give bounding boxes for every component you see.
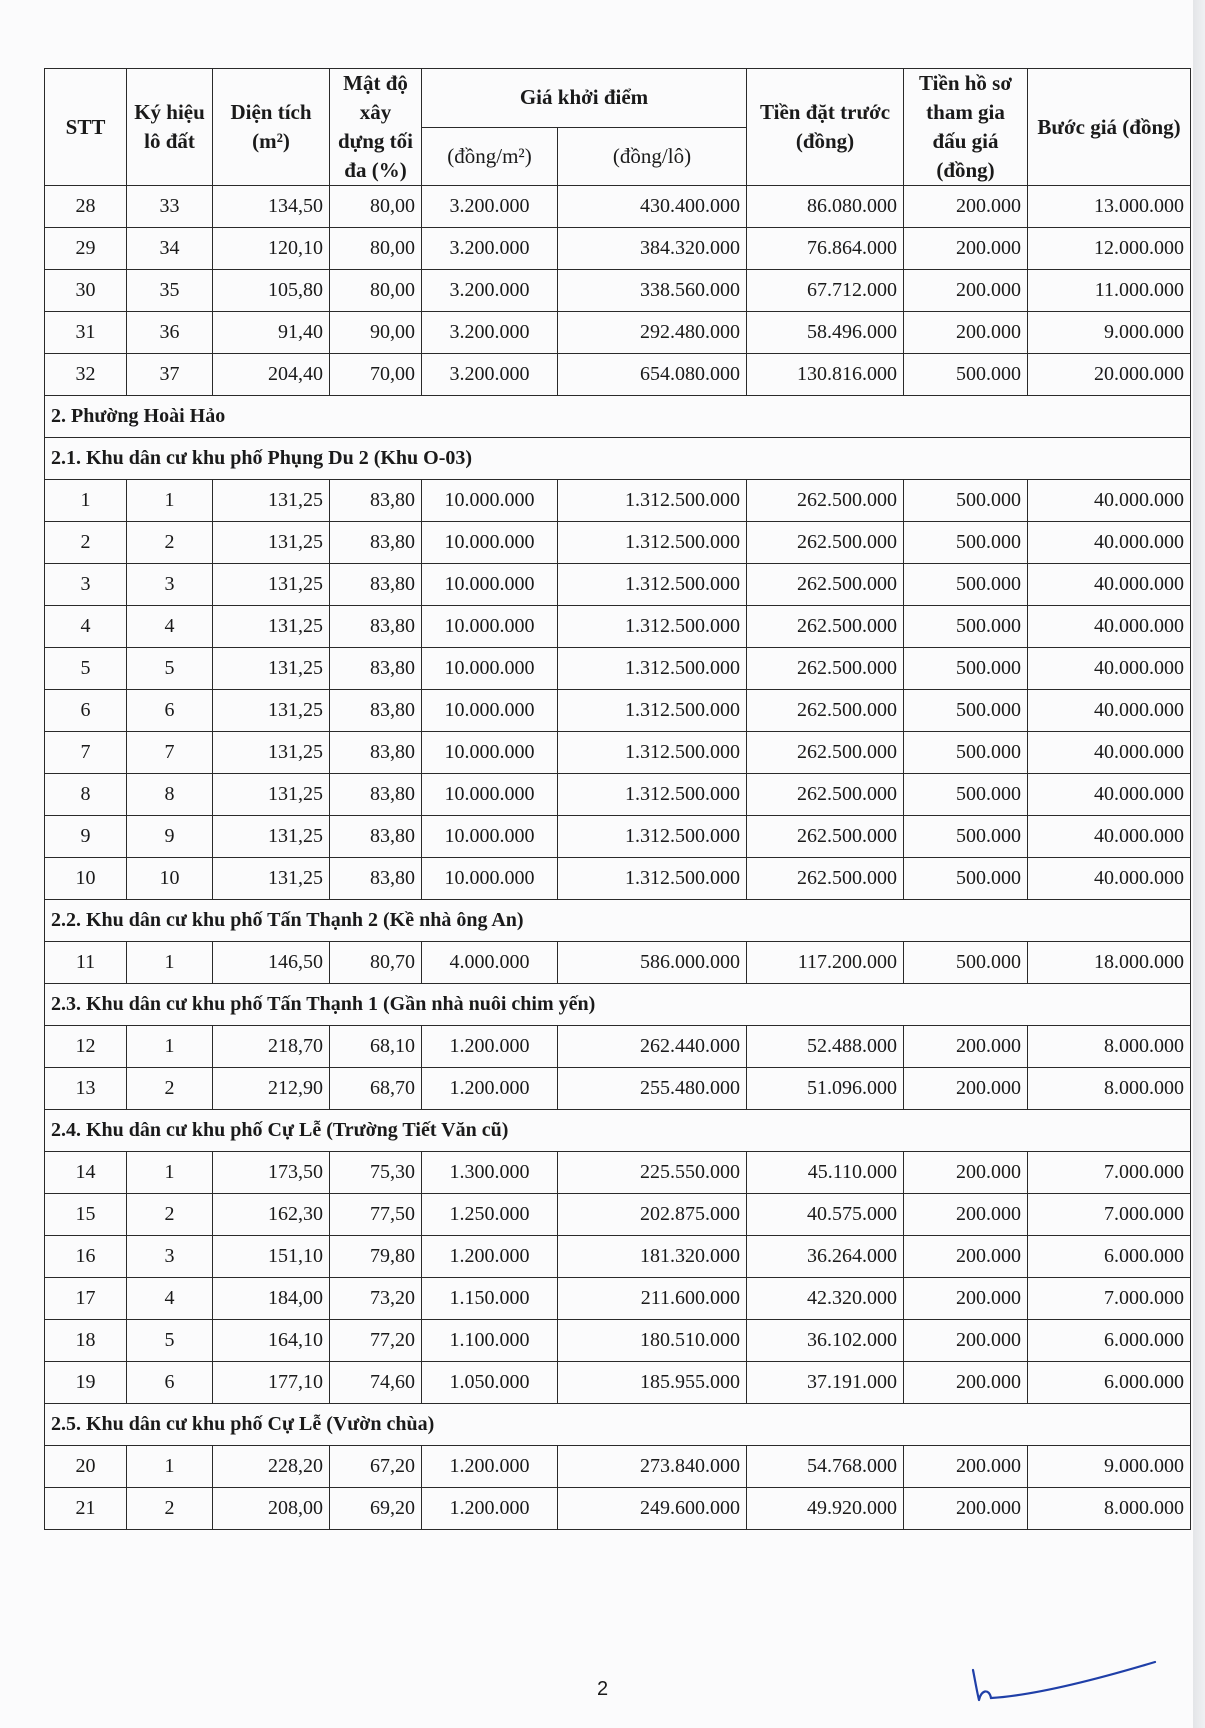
- cell-dien-tich: 204,40: [213, 354, 330, 396]
- cell-buoc-gia: 40.000.000: [1028, 774, 1191, 816]
- cell-buoc-gia: 7.000.000: [1028, 1278, 1191, 1320]
- cell-gia-lo: 180.510.000: [558, 1320, 747, 1362]
- table-row: [45, 522, 1191, 564]
- cell-tien-ho-so: 500.000: [904, 522, 1028, 564]
- table-row: [45, 1446, 1191, 1488]
- cell-tien-dat-truoc: 37.191.000: [747, 1362, 904, 1404]
- section-row: [45, 396, 1191, 438]
- cell-mat-do: 67,20: [330, 1446, 422, 1488]
- table-row: [45, 1278, 1191, 1320]
- cell-stt: 8: [45, 774, 127, 816]
- cell-gia-lo: 185.955.000: [558, 1362, 747, 1404]
- cell-ky-hieu: 4: [127, 1278, 213, 1320]
- section-title: 2.1. Khu dân cư khu phố Phụng Du 2 (Khu O-03): [45, 438, 1191, 480]
- cell-tien-dat-truoc: 52.488.000: [747, 1026, 904, 1068]
- cell-gia-m2: 10.000.000: [422, 774, 558, 816]
- cell-gia-lo: 262.440.000: [558, 1026, 747, 1068]
- cell-buoc-gia: 20.000.000: [1028, 354, 1191, 396]
- cell-stt: 15: [45, 1194, 127, 1236]
- table-row: [45, 1488, 1191, 1530]
- table-row: [45, 1152, 1191, 1194]
- cell-mat-do: 75,30: [330, 1152, 422, 1194]
- cell-gia-lo: 1.312.500.000: [558, 732, 747, 774]
- cell-mat-do: 80,00: [330, 270, 422, 312]
- cell-tien-ho-so: 200.000: [904, 1152, 1028, 1194]
- table-row: [45, 228, 1191, 270]
- cell-ky-hieu: 4: [127, 606, 213, 648]
- table-row: [45, 1068, 1191, 1110]
- cell-ky-hieu: 1: [127, 1446, 213, 1488]
- cell-mat-do: 80,70: [330, 942, 422, 984]
- cell-gia-m2: 1.200.000: [422, 1026, 558, 1068]
- cell-stt: 31: [45, 312, 127, 354]
- cell-gia-m2: 3.200.000: [422, 228, 558, 270]
- cell-gia-lo: 586.000.000: [558, 942, 747, 984]
- cell-dien-tich: 146,50: [213, 942, 330, 984]
- cell-gia-lo: 273.840.000: [558, 1446, 747, 1488]
- table-row: [45, 858, 1191, 900]
- cell-tien-ho-so: 200.000: [904, 270, 1028, 312]
- cell-gia-lo: 249.600.000: [558, 1488, 747, 1530]
- cell-gia-m2: 1.200.000: [422, 1446, 558, 1488]
- cell-tien-ho-so: 200.000: [904, 228, 1028, 270]
- cell-dien-tich: 208,00: [213, 1488, 330, 1530]
- cell-tien-ho-so: 200.000: [904, 1278, 1028, 1320]
- cell-tien-dat-truoc: 36.264.000: [747, 1236, 904, 1278]
- cell-buoc-gia: 40.000.000: [1028, 858, 1191, 900]
- cell-gia-lo: 181.320.000: [558, 1236, 747, 1278]
- cell-stt: 3: [45, 564, 127, 606]
- header-stt: STT: [45, 69, 127, 186]
- table-row: [45, 774, 1191, 816]
- section-row: [45, 900, 1191, 942]
- cell-tien-dat-truoc: 262.500.000: [747, 480, 904, 522]
- cell-tien-dat-truoc: 262.500.000: [747, 522, 904, 564]
- cell-mat-do: 83,80: [330, 816, 422, 858]
- cell-dien-tich: 131,25: [213, 606, 330, 648]
- cell-mat-do: 77,50: [330, 1194, 422, 1236]
- table-row: [45, 1026, 1191, 1068]
- cell-stt: 17: [45, 1278, 127, 1320]
- cell-gia-lo: 202.875.000: [558, 1194, 747, 1236]
- header-ky-hieu: Ký hiệu lô đất: [127, 69, 213, 186]
- header-buoc-gia: Bước giá (đồng): [1028, 69, 1191, 186]
- cell-dien-tich: 177,10: [213, 1362, 330, 1404]
- cell-gia-m2: 3.200.000: [422, 270, 558, 312]
- table-row: [45, 1236, 1191, 1278]
- cell-ky-hieu: 3: [127, 1236, 213, 1278]
- cell-ky-hieu: 1: [127, 942, 213, 984]
- cell-stt: 30: [45, 270, 127, 312]
- table-row: [45, 186, 1191, 228]
- cell-ky-hieu: 35: [127, 270, 213, 312]
- cell-tien-ho-so: 200.000: [904, 1488, 1028, 1530]
- cell-dien-tich: 212,90: [213, 1068, 330, 1110]
- cell-dien-tich: 131,25: [213, 858, 330, 900]
- cell-ky-hieu: 5: [127, 1320, 213, 1362]
- cell-buoc-gia: 8.000.000: [1028, 1488, 1191, 1530]
- table-row: [45, 354, 1191, 396]
- cell-ky-hieu: 5: [127, 648, 213, 690]
- cell-gia-lo: 430.400.000: [558, 186, 747, 228]
- cell-gia-lo: 292.480.000: [558, 312, 747, 354]
- cell-gia-m2: 10.000.000: [422, 606, 558, 648]
- table-row: [45, 606, 1191, 648]
- cell-stt: 16: [45, 1236, 127, 1278]
- cell-ky-hieu: 33: [127, 186, 213, 228]
- cell-dien-tich: 184,00: [213, 1278, 330, 1320]
- cell-buoc-gia: 11.000.000: [1028, 270, 1191, 312]
- cell-buoc-gia: 9.000.000: [1028, 312, 1191, 354]
- cell-stt: 29: [45, 228, 127, 270]
- cell-mat-do: 83,80: [330, 732, 422, 774]
- cell-gia-lo: 1.312.500.000: [558, 858, 747, 900]
- cell-buoc-gia: 7.000.000: [1028, 1194, 1191, 1236]
- cell-mat-do: 68,10: [330, 1026, 422, 1068]
- cell-dien-tich: 131,25: [213, 690, 330, 732]
- cell-buoc-gia: 40.000.000: [1028, 816, 1191, 858]
- cell-tien-dat-truoc: 262.500.000: [747, 564, 904, 606]
- cell-dien-tich: 131,25: [213, 732, 330, 774]
- cell-tien-dat-truoc: 49.920.000: [747, 1488, 904, 1530]
- cell-stt: 6: [45, 690, 127, 732]
- table-row: [45, 816, 1191, 858]
- header-tien-dat-truoc: Tiền đặt trước (đồng): [747, 69, 904, 186]
- header-tien-ho-so: Tiền hồ sơ tham gia đấu giá (đồng): [904, 69, 1028, 186]
- cell-buoc-gia: 40.000.000: [1028, 522, 1191, 564]
- cell-gia-m2: 10.000.000: [422, 522, 558, 564]
- header-mat-do: Mật độ xây dựng tối đa (%): [330, 69, 422, 186]
- cell-ky-hieu: 6: [127, 690, 213, 732]
- cell-mat-do: 80,00: [330, 228, 422, 270]
- cell-gia-lo: 1.312.500.000: [558, 774, 747, 816]
- cell-tien-ho-so: 500.000: [904, 606, 1028, 648]
- cell-stt: 20: [45, 1446, 127, 1488]
- cell-mat-do: 83,80: [330, 480, 422, 522]
- cell-buoc-gia: 18.000.000: [1028, 942, 1191, 984]
- cell-dien-tich: 131,25: [213, 522, 330, 564]
- cell-gia-m2: 1.050.000: [422, 1362, 558, 1404]
- cell-buoc-gia: 40.000.000: [1028, 606, 1191, 648]
- cell-stt: 28: [45, 186, 127, 228]
- cell-stt: 4: [45, 606, 127, 648]
- cell-stt: 14: [45, 1152, 127, 1194]
- cell-dien-tich: 164,10: [213, 1320, 330, 1362]
- cell-gia-lo: 384.320.000: [558, 228, 747, 270]
- cell-tien-ho-so: 500.000: [904, 480, 1028, 522]
- header-gia-khoi-diem: Giá khởi điểm: [422, 69, 747, 128]
- table-row: [45, 480, 1191, 522]
- cell-gia-lo: 1.312.500.000: [558, 690, 747, 732]
- cell-ky-hieu: 2: [127, 1068, 213, 1110]
- section-row: [45, 438, 1191, 480]
- table-row: [45, 564, 1191, 606]
- cell-gia-m2: 10.000.000: [422, 648, 558, 690]
- cell-stt: 9: [45, 816, 127, 858]
- cell-stt: 5: [45, 648, 127, 690]
- cell-gia-lo: 338.560.000: [558, 270, 747, 312]
- cell-tien-ho-so: 200.000: [904, 1362, 1028, 1404]
- cell-ky-hieu: 37: [127, 354, 213, 396]
- cell-gia-lo: 1.312.500.000: [558, 564, 747, 606]
- cell-tien-ho-so: 200.000: [904, 1320, 1028, 1362]
- header-dien-tich-unit: (m²): [252, 129, 290, 153]
- cell-gia-m2: 1.100.000: [422, 1320, 558, 1362]
- cell-stt: 1: [45, 480, 127, 522]
- cell-tien-dat-truoc: 36.102.000: [747, 1320, 904, 1362]
- cell-mat-do: 83,80: [330, 606, 422, 648]
- signature-mark: [965, 1650, 1165, 1710]
- cell-gia-m2: 10.000.000: [422, 816, 558, 858]
- cell-tien-dat-truoc: 262.500.000: [747, 690, 904, 732]
- cell-tien-dat-truoc: 58.496.000: [747, 312, 904, 354]
- cell-buoc-gia: 13.000.000: [1028, 186, 1191, 228]
- cell-tien-ho-so: 200.000: [904, 1194, 1028, 1236]
- cell-tien-dat-truoc: 76.864.000: [747, 228, 904, 270]
- cell-tien-ho-so: 500.000: [904, 858, 1028, 900]
- cell-gia-lo: 211.600.000: [558, 1278, 747, 1320]
- cell-dien-tich: 91,40: [213, 312, 330, 354]
- cell-tien-ho-so: 500.000: [904, 690, 1028, 732]
- cell-mat-do: 90,00: [330, 312, 422, 354]
- cell-buoc-gia: 8.000.000: [1028, 1026, 1191, 1068]
- cell-buoc-gia: 12.000.000: [1028, 228, 1191, 270]
- cell-tien-dat-truoc: 86.080.000: [747, 186, 904, 228]
- table-row: [45, 648, 1191, 690]
- cell-ky-hieu: 2: [127, 1194, 213, 1236]
- cell-stt: 19: [45, 1362, 127, 1404]
- cell-gia-m2: 3.200.000: [422, 354, 558, 396]
- cell-mat-do: 83,80: [330, 648, 422, 690]
- cell-dien-tich: 228,20: [213, 1446, 330, 1488]
- cell-stt: 21: [45, 1488, 127, 1530]
- section-title: 2.2. Khu dân cư khu phố Tấn Thạnh 2 (Kề nhà ông An): [45, 900, 1191, 942]
- cell-stt: 18: [45, 1320, 127, 1362]
- cell-tien-ho-so: 500.000: [904, 942, 1028, 984]
- cell-stt: 2: [45, 522, 127, 564]
- cell-buoc-gia: 6.000.000: [1028, 1236, 1191, 1278]
- cell-tien-ho-so: 500.000: [904, 564, 1028, 606]
- cell-ky-hieu: 34: [127, 228, 213, 270]
- cell-tien-dat-truoc: 262.500.000: [747, 774, 904, 816]
- header-dien-tich: [213, 69, 330, 186]
- cell-dien-tich: 134,50: [213, 186, 330, 228]
- cell-gia-m2: 10.000.000: [422, 732, 558, 774]
- cell-gia-m2: 3.200.000: [422, 312, 558, 354]
- cell-buoc-gia: 40.000.000: [1028, 648, 1191, 690]
- cell-gia-m2: 10.000.000: [422, 858, 558, 900]
- cell-gia-m2: 10.000.000: [422, 564, 558, 606]
- cell-stt: 32: [45, 354, 127, 396]
- cell-gia-lo: 255.480.000: [558, 1068, 747, 1110]
- table-row: [45, 690, 1191, 732]
- cell-gia-m2: 1.200.000: [422, 1068, 558, 1110]
- cell-tien-dat-truoc: 67.712.000: [747, 270, 904, 312]
- cell-buoc-gia: 6.000.000: [1028, 1362, 1191, 1404]
- cell-gia-m2: 3.200.000: [422, 186, 558, 228]
- cell-mat-do: 83,80: [330, 774, 422, 816]
- header-gia-m2: (đồng/m²): [422, 127, 558, 186]
- cell-gia-lo: 1.312.500.000: [558, 648, 747, 690]
- cell-ky-hieu: 1: [127, 1026, 213, 1068]
- table-row: [45, 732, 1191, 774]
- cell-ky-hieu: 9: [127, 816, 213, 858]
- cell-tien-dat-truoc: 42.320.000: [747, 1278, 904, 1320]
- section-row: [45, 1110, 1191, 1152]
- cell-stt: 7: [45, 732, 127, 774]
- header-dien-tich-label: Diện tích: [230, 100, 312, 124]
- cell-mat-do: 73,20: [330, 1278, 422, 1320]
- cell-dien-tich: 105,80: [213, 270, 330, 312]
- cell-tien-ho-so: 200.000: [904, 1068, 1028, 1110]
- cell-tien-ho-so: 200.000: [904, 312, 1028, 354]
- cell-tien-dat-truoc: 117.200.000: [747, 942, 904, 984]
- cell-ky-hieu: 1: [127, 1152, 213, 1194]
- cell-dien-tich: 173,50: [213, 1152, 330, 1194]
- cell-ky-hieu: 6: [127, 1362, 213, 1404]
- cell-tien-dat-truoc: 130.816.000: [747, 354, 904, 396]
- page-number: 2: [596, 1678, 609, 1700]
- cell-tien-dat-truoc: 45.110.000: [747, 1152, 904, 1194]
- table-row: [45, 1194, 1191, 1236]
- cell-gia-lo: 1.312.500.000: [558, 816, 747, 858]
- cell-mat-do: 79,80: [330, 1236, 422, 1278]
- cell-gia-m2: 1.250.000: [422, 1194, 558, 1236]
- cell-buoc-gia: 40.000.000: [1028, 732, 1191, 774]
- cell-mat-do: 83,80: [330, 690, 422, 732]
- cell-gia-m2: 10.000.000: [422, 690, 558, 732]
- cell-dien-tich: 131,25: [213, 648, 330, 690]
- cell-mat-do: 68,70: [330, 1068, 422, 1110]
- section-title: 2.3. Khu dân cư khu phố Tấn Thạnh 1 (Gần nhà nuôi chim yến): [45, 984, 1191, 1026]
- cell-gia-lo: 654.080.000: [558, 354, 747, 396]
- cell-buoc-gia: 40.000.000: [1028, 690, 1191, 732]
- section-row: [45, 984, 1191, 1026]
- cell-tien-dat-truoc: 40.575.000: [747, 1194, 904, 1236]
- cell-mat-do: 83,80: [330, 564, 422, 606]
- cell-buoc-gia: 8.000.000: [1028, 1068, 1191, 1110]
- cell-ky-hieu: 7: [127, 732, 213, 774]
- cell-ky-hieu: 2: [127, 522, 213, 564]
- cell-buoc-gia: 40.000.000: [1028, 564, 1191, 606]
- cell-buoc-gia: 40.000.000: [1028, 480, 1191, 522]
- cell-gia-lo: 1.312.500.000: [558, 606, 747, 648]
- table-row: [45, 312, 1191, 354]
- cell-gia-m2: 1.300.000: [422, 1152, 558, 1194]
- cell-tien-ho-so: 500.000: [904, 774, 1028, 816]
- cell-tien-dat-truoc: 262.500.000: [747, 648, 904, 690]
- table-row: [45, 1320, 1191, 1362]
- cell-gia-m2: 4.000.000: [422, 942, 558, 984]
- cell-dien-tich: 131,25: [213, 816, 330, 858]
- cell-dien-tich: 131,25: [213, 774, 330, 816]
- cell-ky-hieu: 36: [127, 312, 213, 354]
- cell-tien-ho-so: 500.000: [904, 354, 1028, 396]
- header-gia-lo: (đồng/lô): [558, 127, 747, 186]
- cell-gia-lo: 225.550.000: [558, 1152, 747, 1194]
- cell-gia-m2: 10.000.000: [422, 480, 558, 522]
- cell-tien-dat-truoc: 262.500.000: [747, 858, 904, 900]
- cell-tien-dat-truoc: 262.500.000: [747, 606, 904, 648]
- cell-tien-dat-truoc: 262.500.000: [747, 732, 904, 774]
- cell-stt: 11: [45, 942, 127, 984]
- cell-dien-tich: 151,10: [213, 1236, 330, 1278]
- cell-ky-hieu: 8: [127, 774, 213, 816]
- cell-tien-ho-so: 200.000: [904, 1026, 1028, 1068]
- table-row: [45, 1362, 1191, 1404]
- section-title: 2. Phường Hoài Hảo: [45, 396, 1191, 438]
- cell-tien-dat-truoc: 262.500.000: [747, 816, 904, 858]
- auction-price-table: [44, 68, 1191, 1530]
- cell-stt: 10: [45, 858, 127, 900]
- cell-gia-m2: 1.200.000: [422, 1488, 558, 1530]
- cell-gia-m2: 1.200.000: [422, 1236, 558, 1278]
- cell-buoc-gia: 6.000.000: [1028, 1320, 1191, 1362]
- cell-dien-tich: 131,25: [213, 564, 330, 606]
- cell-ky-hieu: 3: [127, 564, 213, 606]
- cell-mat-do: 69,20: [330, 1488, 422, 1530]
- cell-tien-dat-truoc: 51.096.000: [747, 1068, 904, 1110]
- cell-mat-do: 70,00: [330, 354, 422, 396]
- cell-ky-hieu: 1: [127, 480, 213, 522]
- cell-ky-hieu: 2: [127, 1488, 213, 1530]
- cell-mat-do: 83,80: [330, 858, 422, 900]
- table-row: [45, 942, 1191, 984]
- cell-dien-tich: 120,10: [213, 228, 330, 270]
- cell-dien-tich: 218,70: [213, 1026, 330, 1068]
- cell-dien-tich: 162,30: [213, 1194, 330, 1236]
- cell-gia-lo: 1.312.500.000: [558, 522, 747, 564]
- cell-tien-ho-so: 200.000: [904, 186, 1028, 228]
- cell-mat-do: 74,60: [330, 1362, 422, 1404]
- section-title: 2.5. Khu dân cư khu phố Cự Lễ (Vườn chùa): [45, 1404, 1191, 1446]
- cell-tien-dat-truoc: 54.768.000: [747, 1446, 904, 1488]
- cell-buoc-gia: 9.000.000: [1028, 1446, 1191, 1488]
- cell-tien-ho-so: 500.000: [904, 816, 1028, 858]
- cell-tien-ho-so: 200.000: [904, 1446, 1028, 1488]
- cell-tien-ho-so: 500.000: [904, 732, 1028, 774]
- cell-tien-ho-so: 500.000: [904, 648, 1028, 690]
- page-edge: [1193, 0, 1205, 1728]
- cell-mat-do: 83,80: [330, 522, 422, 564]
- cell-tien-ho-so: 200.000: [904, 1236, 1028, 1278]
- section-row: [45, 1404, 1191, 1446]
- cell-gia-m2: 1.150.000: [422, 1278, 558, 1320]
- cell-gia-lo: 1.312.500.000: [558, 480, 747, 522]
- section-title: 2.4. Khu dân cư khu phố Cự Lễ (Trường Tiết Văn cũ): [45, 1110, 1191, 1152]
- cell-buoc-gia: 7.000.000: [1028, 1152, 1191, 1194]
- table-row: [45, 270, 1191, 312]
- cell-dien-tich: 131,25: [213, 480, 330, 522]
- cell-mat-do: 80,00: [330, 186, 422, 228]
- cell-stt: 13: [45, 1068, 127, 1110]
- cell-stt: 12: [45, 1026, 127, 1068]
- table-body: [45, 186, 1191, 1530]
- cell-mat-do: 77,20: [330, 1320, 422, 1362]
- cell-ky-hieu: 10: [127, 858, 213, 900]
